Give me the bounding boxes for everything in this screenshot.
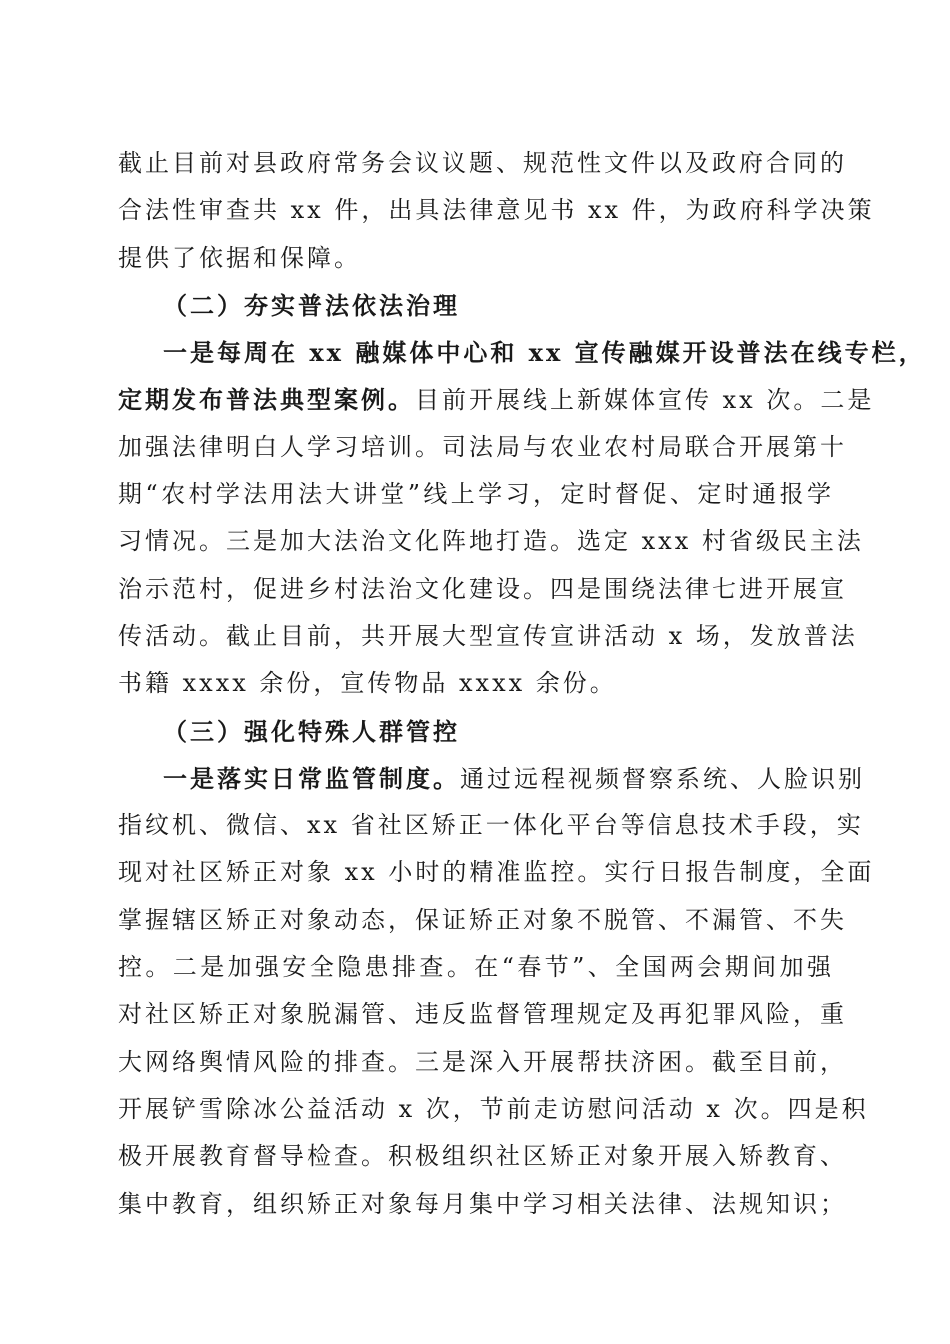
text-line: 书籍 xxxx 余份，宣传物品 xxxx 余份。 [118, 669, 617, 698]
paragraph-legal-education [118, 329, 926, 707]
text-run: 通过远程视频督察系统、人脸识别 [460, 764, 865, 793]
text-line: 开展铲雪除冰公益活动 x 次，节前走访慰问活动 x 次。四是积 [118, 1094, 869, 1123]
text-line: 治示范村，促进乡村法治文化建设。四是围绕法律七进开展宣 [118, 574, 847, 603]
text-line: 极开展教育督导检查。积极组织社区矫正对象开展入矫教育、 [118, 1142, 847, 1171]
text-line: 指纹机、微信、xx 省社区矫正一体化平台等信息技术手段，实 [118, 811, 864, 840]
text-line: 控。二是加强安全隐患排查。在“春节”、全国两会期间加强 [118, 953, 834, 982]
text-line: 传活动。截止目前，共开展大型宣传宣讲活动 x 场，发放普法 [118, 621, 858, 650]
text-line: 掌握辖区矫正对象动态，保证矫正对象不脱管、不漏管、不失 [118, 905, 847, 934]
text-line: 大网络舆情风险的排查。三是深入开展帮扶济困。截至目前， [118, 1047, 847, 1076]
document-body [118, 140, 926, 1228]
bold-lead: 定期发布普法典型案例。 [118, 385, 415, 415]
text-line: 对社区矫正对象脱漏管、违反监督管理规定及再犯罪风险，重 [118, 1000, 847, 1029]
text-line: 期“农村学法用法大讲堂”线上学习，定时督促、定时通报学 [118, 480, 834, 509]
text-line-bold: 一是每周在 xx 融媒体中心和 xx 宣传融媒开设普法在线专栏， [163, 338, 926, 368]
text-line: 合法性审查共 xx 件，出具法律意见书 xx 件，为政府科学决策 [118, 196, 875, 225]
section-heading-3: （三）强化特殊人群管控 [163, 716, 460, 746]
bold-lead: 一是落实日常监管制度。 [163, 763, 460, 793]
text-line: 习情况。三是加大法治文化阵地打造。选定 xxx 村省级民主法 [118, 527, 864, 556]
text-line-mixed [118, 376, 875, 423]
text-run: 目前开展线上新媒体宣传 xx 次。二是 [415, 386, 875, 415]
text-line: 加强法律明白人学习培训。司法局与农业农村局联合开展第十 [118, 432, 847, 461]
paragraph-special-groups [118, 755, 875, 1228]
section-heading-2: （二）夯实普法依法治理 [163, 290, 460, 320]
paragraph-legal-review [118, 140, 875, 282]
text-line: 截止目前对县政府常务会议议题、规范性文件以及政府合同的 [118, 149, 847, 177]
text-line: 现对社区矫正对象 xx 小时的精准监控。实行日报告制度，全面 [118, 858, 875, 887]
text-line: 提供了依据和保障。 [118, 243, 361, 272]
text-line: 集中教育，组织矫正对象每月集中学习相关法律、法规知识； [118, 1189, 847, 1218]
text-line-mixed [118, 755, 865, 802]
